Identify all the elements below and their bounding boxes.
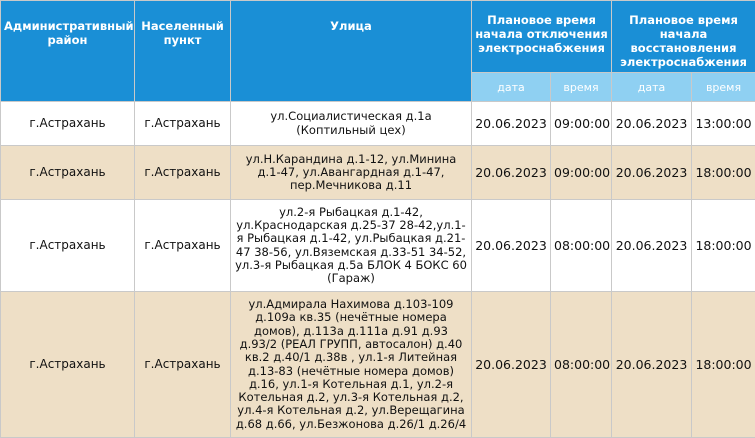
- cell-off-date: 20.06.2023: [472, 146, 551, 200]
- cell-on-time: 18:00:00: [692, 292, 755, 438]
- cell-off-time: 09:00:00: [551, 146, 612, 200]
- cell-street: ул.Адмирала Нахимова д.103-109 д.109а кв.35 (нечётные номера домов), д.113а д.111а д.91 д.93 д.93/2 (РЕАЛ ГРУПП, автосалон) д.40 кв.2 д.40/1 д.38в , ул.1-я Литейная д.13-83 (нечётные номера домов) д.16, ул.1-я Котельная д.1, ул.2-я Котельная д.2, ул.3-я Котельная д.2, ул.4-я Котельная д.2, ул.Верещагина д.68 д.66, ул.Безжонова д.26/1 д.26/4: [231, 292, 472, 438]
- cell-off-date: 20.06.2023: [472, 200, 551, 292]
- header-row: [1, 1, 755, 73]
- cell-off-time: 09:00:00: [551, 102, 612, 146]
- subheader-on-date: дата: [612, 73, 692, 102]
- subheader-off-time: время: [551, 73, 612, 102]
- cell-on-date: 20.06.2023: [612, 102, 692, 146]
- cell-street: ул.Социалистическая д.1а (Коптильный цех): [231, 102, 472, 146]
- header-locality: Населенный пункт: [135, 1, 231, 102]
- cell-off-time: 08:00:00: [551, 200, 612, 292]
- cell-off-date: 20.06.2023: [472, 102, 551, 146]
- header-off-time: Плановое время начала отключения электроснабжения: [472, 1, 612, 73]
- cell-off-time: 08:00:00: [551, 292, 612, 438]
- cell-district: г.Астрахань: [1, 102, 135, 146]
- cell-street: ул.Н.Карандина д.1-12, ул.Минина д.1-47, ул.Авангардная д.1-47, пер.Мечникова д.11: [231, 146, 472, 200]
- cell-on-time: 18:00:00: [692, 200, 755, 292]
- table-row: [1, 102, 755, 146]
- cell-locality: г.Астрахань: [135, 200, 231, 292]
- cell-on-time: 13:00:00: [692, 102, 755, 146]
- cell-on-date: 20.06.2023: [612, 292, 692, 438]
- cell-on-date: 20.06.2023: [612, 146, 692, 200]
- cell-locality: г.Астрахань: [135, 146, 231, 200]
- header-district: Административный район: [1, 1, 135, 102]
- cell-off-date: 20.06.2023: [472, 292, 551, 438]
- header-on-time: Плановое время начала восстановления электроснабжения: [612, 1, 755, 73]
- cell-district: г.Астрахань: [1, 146, 135, 200]
- cell-on-time: 18:00:00: [692, 146, 755, 200]
- cell-district: г.Астрахань: [1, 292, 135, 438]
- subheader-off-date: дата: [472, 73, 551, 102]
- header-street: Улица: [231, 1, 472, 102]
- cell-locality: г.Астрахань: [135, 102, 231, 146]
- cell-district: г.Астрахань: [1, 200, 135, 292]
- table-row: [1, 292, 755, 438]
- cell-street: ул.2-я Рыбацкая д.1-42, ул.Краснодарская д.25-37 28-42,ул.1-я Рыбацкая д.1-42, ул.Рыбацкая д.21-47 38-56, ул.Вяземская д.33-51 34-52, ул.3-я Рыбацкая д.5а БЛОК 4 БОКС 60 (Гараж): [231, 200, 472, 292]
- table-row: [1, 146, 755, 200]
- cell-on-date: 20.06.2023: [612, 200, 692, 292]
- subheader-on-time: время: [692, 73, 755, 102]
- table-row: [1, 200, 755, 292]
- cell-locality: г.Астрахань: [135, 292, 231, 438]
